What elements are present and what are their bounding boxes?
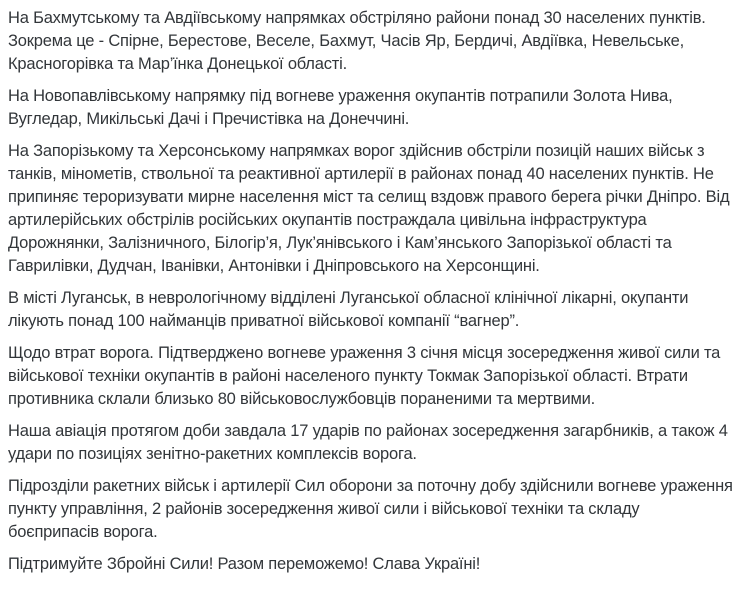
post-paragraph: Наша авіація протягом доби завдала 17 ударів по районах зосередження загарбників, а також 4 удари по позиціях зенітно-ракетних комплексів ворога. [8,422,728,463]
post-paragraph: На Новопавлівському напрямку під вогневе ураження окупантів потрапили Золота Нива, Вугледар, Микільські Дачі і Пречистівка на Донеччині. [8,87,673,128]
post-paragraph: Підтримуйте Збройні Сили! Разом переможемо! Слава Україні! [8,555,481,573]
post-paragraph: На Бахмутському та Авдіївському напрямках обстріляно райони понад 30 населених пунктів. Зокрема це - Спірне, Берестове, Веселе, Бахмут, Часів Яр, Бердичі, Авдіївка, Невельське, Красногорівка та Мар’їнка Донецької області. [8,9,706,73]
post-paragraph: Щодо втрат ворога. Підтверджено вогневе ураження 3 січня місця зосередження живої сили та військової техніки окупантів в районі населеного пункту Токмак Запорізької області. Втрати противника склали близько 80 військовослужбовців пораненими та мертвими. [8,344,721,408]
post-paragraph: На Запорізькому та Херсонському напрямках ворог здійснив обстріли позицій наших військ з танків, мінометів, ствольної та реактивної артилерії в районах понад 40 населених пунктів. Не припиняє тероризувати мирне населення міст та селищ вздовж правого берега річки Дніпро. Від артилерійських обстрілів російських окупантів постраждала цивільна інфраструктура Дорожнянки, Залізничного, Білогір’я, Лук’янівського і Кам’янського Запорізької області та Гаврилівки, Дудчан, Іванівки, Антонівки і Дніпровського на Херсонщині. [8,142,730,275]
post-paragraph: Підрозділи ракетних військ і артилерії Сил оборони за поточну добу здійснили вогневе ураження пункту управління, 2 районів зосередження живої сили і військової техніки та складу боєприпасів ворога. [8,477,733,541]
post-paragraph: В місті Луганськ, в неврологічному відділені Луганської обласної клінічної лікарні, окупанти лікують понад 100 найманців приватної військової компанії “вагнер”. [8,289,689,330]
